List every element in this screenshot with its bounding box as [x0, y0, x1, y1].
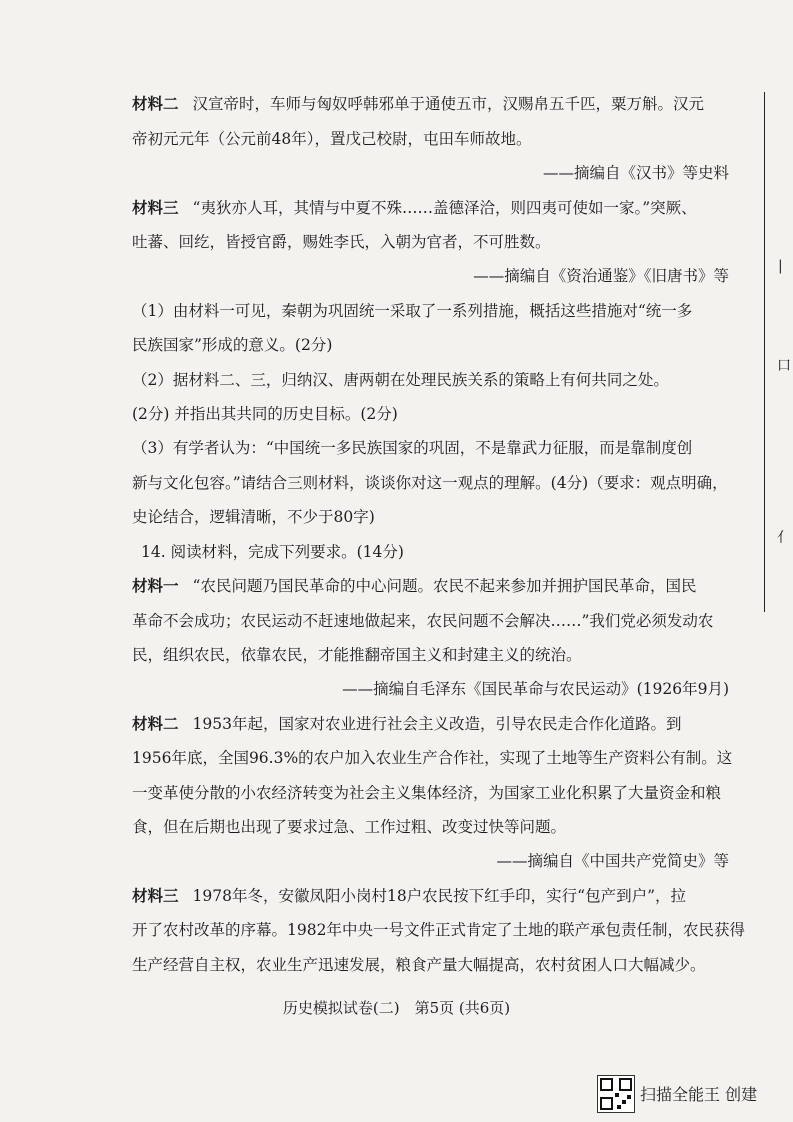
- edge-mark: |: [778, 258, 783, 274]
- source-citation: ——摘编自毛泽东《国民革命与农民运动》(1926年9月): [342, 680, 729, 698]
- text-line: 帝初元元年（公元前48年），置戊己校尉，屯田车师故地。: [132, 130, 532, 148]
- text-line: 材料二 1953年起，国家对农业进行社会主义改造，引导农民走合作化道路。到: [132, 714, 682, 733]
- text-line: 1956年底，全国96.3%的农户加入农业生产合作社，实现了土地等生产资料公有制。这: [132, 749, 733, 767]
- question-line: 史论结合，逻辑清晰，不少于80字): [132, 508, 375, 526]
- text-line: 一变革使分散的小农经济转变为社会主义集体经济，为国家工业化积累了大量资金和粮: [132, 784, 722, 802]
- scanner-watermark: 扫描全能王 创建: [640, 1085, 758, 1104]
- question-line: 新与文化包容。”请结合三则材料，谈谈你对这一观点的理解。(4分)（要求：观点明确，: [132, 474, 728, 492]
- edge-mark: 亻: [777, 530, 791, 546]
- question-line: （3）有学者认为：“中国统一多民族国家的巩固，不是靠武力征服，而是靠制度创: [132, 439, 693, 457]
- text-line: 吐蕃、回纥，皆授官爵，赐姓李氏，入朝为官者，不可胜数。: [132, 233, 551, 251]
- binding-line: [764, 92, 765, 612]
- source-citation: ——摘编自《汉书》等史料: [542, 164, 729, 182]
- question-line: 民族国家”形成的意义。(2分): [132, 336, 333, 354]
- question-heading: 14. 阅读材料，完成下列要求。(14分): [141, 543, 404, 561]
- material-label: 材料二: [132, 94, 179, 113]
- edge-mark: 口: [777, 358, 791, 374]
- source-citation: ——摘编自《资治通鉴》《旧唐书》等: [473, 267, 729, 285]
- material-label: 材料二: [132, 714, 179, 733]
- qr-code-icon: [597, 1075, 635, 1113]
- question-line: （1）由材料一可见，秦朝为巩固统一采取了一系列措施，概括这些措施对“统一多: [132, 302, 693, 320]
- page-footer: 历史模拟试卷(二) 第5页 (共6页): [282, 999, 511, 1017]
- text-line: 材料三 1978年冬，安徽凤阳小岗村18户农民按下红手印，实行“包产到户”，拉: [132, 886, 687, 905]
- question-line: (2分) 并指出其共同的历史目标。(2分): [132, 405, 398, 423]
- question-line: （2）据材料二、三，归纳汉、唐两朝在处理民族关系的策略上有何共同之处。: [132, 371, 669, 389]
- text-line: 生产经营自主权，农业生产迅速发展，粮食产量大幅提高，农村贫困人口大幅减少。: [132, 956, 706, 974]
- text-line: 开了农村改革的序幕。1982年中央一号文件正式肯定了土地的联产承包责任制，农民获得: [132, 921, 745, 939]
- text-line: 民，组织农民，依靠农民，才能推翻帝国主义和封建主义的统治。: [132, 646, 582, 664]
- source-citation: ——摘编自《中国共产党简史》等: [496, 852, 729, 870]
- text-line: 材料二 汉宣帝时，车师与匈奴呼韩邪单于通使五市，汉赐帛五千匹，粟万斛。汉元: [132, 94, 705, 113]
- material-label: 材料一: [132, 576, 179, 595]
- text-line: 材料三 “夷狄亦人耳，其情与中夏不殊……盖德泽洽，则四夷可使如一家。”突厥、: [132, 198, 697, 217]
- material-label: 材料三: [132, 886, 179, 905]
- material-label: 材料三: [132, 198, 179, 217]
- text-line: 材料一 “农民问题乃国民革命的中心问题。农民不起来参加并拥护国民革命，国民: [132, 576, 697, 595]
- text-line: 食，但在后期也出现了要求过急、工作过粗、改变过快等问题。: [132, 818, 567, 836]
- text-line: 革命不会成功；农民运动不赶速地做起来，农民问题不会解决……”我们党必须发动农: [132, 612, 714, 630]
